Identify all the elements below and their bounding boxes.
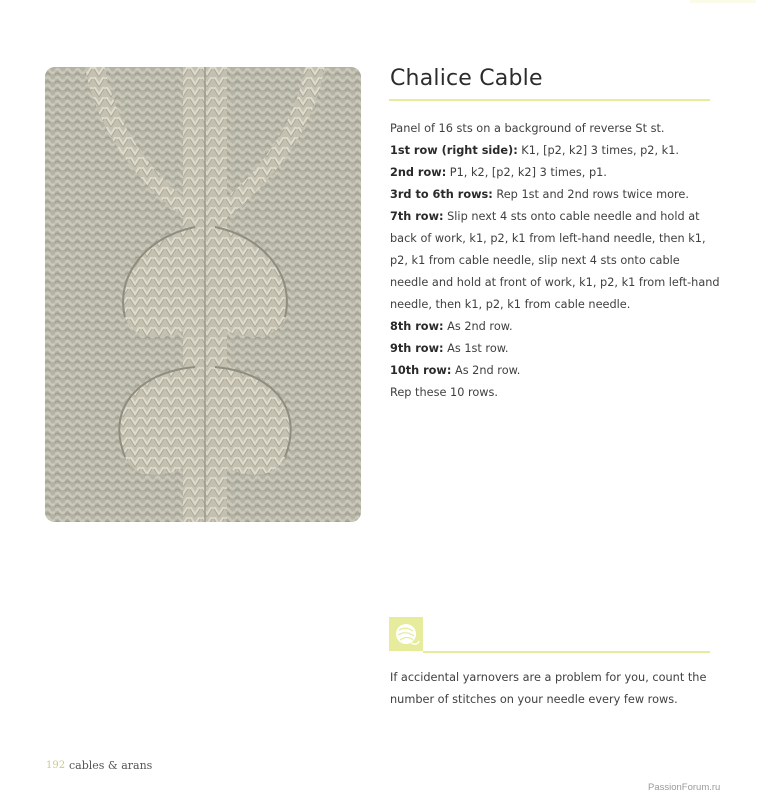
row-text: As 2nd row. bbox=[443, 320, 513, 333]
tip-text: If accidental yarnovers are a problem for you, count the number of stitches on your needle every few rows. bbox=[390, 671, 707, 706]
pattern-instructions bbox=[390, 118, 720, 404]
row-label: 8th row: bbox=[390, 320, 444, 333]
instruction-row bbox=[390, 316, 720, 338]
row-text: P1, k2, [p2, k2] 3 times, p1. bbox=[446, 166, 607, 179]
row-text: Rep 1st and 2nd rows twice more. bbox=[492, 188, 689, 201]
instruction-row bbox=[390, 140, 720, 162]
row-label: 2nd row: bbox=[390, 166, 447, 179]
instruction-row bbox=[390, 206, 720, 316]
row-label: 1st row (right side): bbox=[390, 144, 518, 157]
row-text: As 2nd row. bbox=[451, 364, 521, 377]
instruction-row bbox=[390, 338, 720, 360]
row-label: 3rd to 6th rows: bbox=[390, 188, 493, 201]
row-label: 7th row: bbox=[390, 210, 444, 223]
intro-text: Panel of 16 sts on a background of reverse St st. bbox=[390, 122, 665, 135]
instruction-row bbox=[390, 162, 720, 184]
page-number: 192 bbox=[46, 760, 66, 771]
yarn-ball-icon bbox=[389, 617, 423, 651]
row-label: 10th row: bbox=[390, 364, 452, 377]
instruction-row bbox=[390, 360, 720, 382]
pattern-title: Chalice Cable bbox=[390, 66, 543, 91]
tip-rule bbox=[423, 651, 710, 653]
title-rule bbox=[389, 99, 710, 101]
closing-text: Rep these 10 rows. bbox=[390, 386, 499, 399]
row-label: 9th row: bbox=[390, 342, 444, 355]
watermark: PassionForum.ru bbox=[648, 782, 721, 793]
row-text: Slip next 4 sts onto cable needle and hold at back of work, k1, p2, k1 from left-hand needle, then k1, p2, k1 from cable needle, slip next 4 sts onto cable needle and hold at front of work, k1, p2, k1 from left-hand needle, then k1, p2, k1 from cable needle. bbox=[390, 210, 720, 311]
row-text: As 1st row. bbox=[443, 342, 509, 355]
section-name: cables & arans bbox=[69, 759, 153, 772]
instruction-row bbox=[390, 184, 720, 206]
top-accent-mark bbox=[690, 0, 756, 3]
swatch-photo bbox=[45, 67, 361, 522]
row-text: K1, [p2, k2] 3 times, p2, k1. bbox=[517, 144, 679, 157]
